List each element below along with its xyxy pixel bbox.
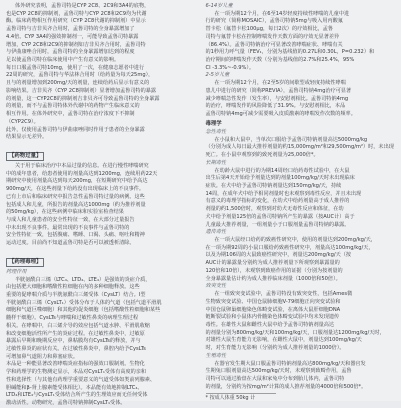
- subheading-children-6-14: 6-14岁儿童: [205, 3, 233, 9]
- text-line: 在一项为期12个月，在2至5岁的间歇型或轻度持续性哮喘: [214, 80, 346, 87]
- text-line: 的治疗，哮喘发作的风险降低了31.9%。与安慰剂相比，本品: [205, 103, 346, 110]
- text-line: （CYP2C9）。: [6, 118, 39, 125]
- text-line: 在一组致突变试验中，孟鲁司特没有致突变性，包括Ames微: [214, 291, 353, 298]
- text-line: 已有上市后和临床研究中报告急性孟鲁司特过量的病例。这些: [6, 193, 145, 200]
- text-line: 本品是一种能显著改善哮喘炎症指标的强效口服制剂。生物化: [6, 361, 145, 368]
- text-line: 细胞和气道巨噬细胞）和其他的促炎细胞（包括嗜酸性粒细胞和某些: [6, 307, 161, 314]
- text-line: 体外研究表明，孟鲁司特是CYP 2C8、2C9和3A4的底物，: [15, 3, 150, 9]
- text-line: 胆碱能和β-肾上腺素能受体相比）。本品能有效地抑制LTC₄、: [6, 384, 143, 391]
- text-line: 与伊曲康唑合用时，孟鲁司特的全身暴露增加达到的程度: [6, 49, 135, 56]
- mutagenicity-text: [206, 291, 396, 353]
- subheading-pharmacological-action: 药理作用: [6, 268, 27, 275]
- mosaic-study-text: [206, 11, 396, 73]
- text-line: 运动过度。目前尚不知道孟鲁司特是否可以被透析清除。: [6, 240, 135, 247]
- text-line: 司特与氟替卡松在控制哮喘发作天数方面的疗效无显著差异: [205, 33, 340, 40]
- acute-toxicity-text: [206, 137, 396, 160]
- text-line: 增加，CYP 2C8和2C9的抑制剂如吉非贝齐合用时，孟鲁司特: [6, 41, 146, 48]
- drug-interaction-text: [6, 3, 196, 142]
- text-line: 在小鼠和大鼠中，当单次口服给予孟鲁司特钠剂量高达5000mg/kg: [214, 136, 368, 143]
- right-column: [205, 3, 396, 402]
- text-line: LTD₄和LTE₄与CysLT₁受体结合所产生的生理效应而无任何受体: [6, 392, 148, 399]
- text-line: 半胱氨酰白三烯（CysLT₁）受体分布于人体的气道（包括气道平滑肌: [6, 299, 162, 306]
- text-line: 相关。在哮喘中，白三烯介导的效应包括气道水肿、平滑肌收缩: [6, 322, 150, 329]
- section-title-overdose: 【药物过量】: [6, 152, 44, 161]
- text-line: 4.4倍。CYP 3A4的强效抑制剂一，可能导致孟鲁司特暴露: [6, 33, 139, 40]
- text-line: 相互作用。在体外研究中，孟鲁司特在治疗浓度下不抑制: [6, 111, 135, 118]
- text-line: （86.4%）。孟鲁司特钠治疗可显著改善哮喘症状、哮喘有关: [205, 41, 343, 48]
- section-title-toxicology: 毒理学: [205, 120, 222, 127]
- text-line: 以及为期106周的大鼠致癌性研究中，剂量达200mg/kg/天（按: [205, 252, 352, 259]
- carcinogenicity-text: [206, 237, 396, 283]
- left-column: [6, 3, 196, 407]
- text-line: 足以使孟鲁司特在临床使用中产生有意义的影响。: [6, 57, 120, 64]
- text-line: 的剂量，这一CYP2C8的抑制剂吉非贝齐可导致孟鲁司特的全身暴露: [6, 95, 160, 102]
- text-line: 安全性特征一致，包括腹痛、嗜睡、口渴、头痛、呕吐和精神: [6, 232, 145, 239]
- text-line: 每日口服孟鲁司特10mg，使用了一次，在健康志愿者中进行: [6, 64, 145, 71]
- text-line: 与成人和儿童患者的安全性特征一致，在大部分过量报告: [6, 216, 135, 223]
- text-line: 过敏性鼻炎的症状有关。在过敏性鼻炎中，鼻腔内给予CysLTs: [6, 346, 146, 353]
- text-line: 由包括肥大细胞和嗜酸性粒细胞在内的多种细胞释放。这些: [6, 284, 140, 291]
- text-line: 此外，仅使用孟鲁司特与伊曲康唑同时作用于患者的全身暴露: [6, 126, 145, 133]
- pharmacology-text: [6, 277, 196, 408]
- text-line: 的50mg/kg），在这些病例中临床和实验室检查结果: [6, 209, 124, 216]
- text-line: 中国仓鼠卵巢细胞染色体畸变试验，在离体大鼠肝细胞DNA: [205, 306, 341, 313]
- text-line: 可增加鼻气道阻力和鼻塞症状。: [6, 353, 78, 360]
- text-line: 的剂量，分别约为按mg/m²计算的成人推荐剂量的4000倍和500倍*。: [205, 383, 367, 390]
- overdose-text: [6, 163, 196, 248]
- text-line: 在一项为期12个月，在6至14岁轻度持续性哮喘的儿童中进: [214, 10, 350, 17]
- text-line: 毒性。在雄性大鼠和雌性大鼠中给予孟鲁司特钠剂量高达: [205, 321, 335, 328]
- previa-study-text: [206, 80, 396, 119]
- text-line: 120倍和10倍），未观察到致癌作用的证据（分别为按剂量的: [205, 267, 343, 274]
- text-line: 司特可以通过胎盘在大鼠和家兔中分布到胎儿体内，孟鲁司特: [205, 375, 345, 382]
- text-line: 性和选择性（与其他有药理学重要意义的气道受体如类前列腺素、: [6, 376, 156, 383]
- text-line: 900mg/天，在这些剂量下给药没有出现临床上的不良事件。: [6, 186, 145, 193]
- text-line: 14周，在成年犬中给予相同剂量时也未观察到毒性反应，并且未出现: [205, 190, 362, 197]
- subheading-mutagenicity: 致突变性: [205, 283, 227, 290]
- text-line: 的剂量分别为800mg/kg/天和100mg/kg/天，口服剂量达1200mg/kg/天时，: [205, 329, 385, 336]
- text-line: 生期兔口服剂量高达500mg/kg/天时，未观察到致畸作用，孟鲁: [205, 368, 352, 375]
- text-line: 结果显示无差异。: [6, 134, 48, 141]
- text-line: AUC计的暴露量分别约为成人推荐剂量下所观察到暴露量的: [205, 260, 340, 267]
- text-line: 链断裂试验和小鼠体内骨髓染色体畸变试验中均未发现遗传: [205, 314, 340, 321]
- text-line: 22周的研究，孟鲁司特与华法林合用时（给药量为每天25mg），: [6, 72, 154, 79]
- text-line: 有意义的毒理学指标的变化，在幼犬中给药剂量高于成人推荐的: [205, 198, 350, 205]
- text-line: 儿童最大推荐剂量，一组剂量小于口服剂量孟鲁司特钠的暴露。: [205, 221, 350, 228]
- text-line: 在幼龄大鼠中进行的为期14周经口给药毒性试验中，在大鼠: [214, 167, 350, 174]
- text-line: 重要的促哮喘介质与半胱氨酰白三烯受体（CysLT）结合。I型: [6, 292, 146, 298]
- text-line: 也是CYP 2C8的抑制剂，孟鲁司特与CYP 2C8和2C9均为代谢: [6, 10, 147, 17]
- text-line: 在器官发生期大鼠口服孟鲁司特钠剂量高达800mg/kg/天和器官发: [214, 360, 366, 367]
- reproductive-toxicity-text: [206, 361, 396, 392]
- text-line: 治疗期间的哮喘发作天数（分别为基线值的2.7%和25.4%，95%: [205, 57, 355, 64]
- text-line: 症状。在犬中给予孟鲁司特钠剂量达到150mg/kg/天，持续: [205, 183, 342, 190]
- text-line: 的剂量，而不与孟鲁司特体外代谢中的药物产生临床意义的: [6, 103, 140, 110]
- subheading-acute-toxicity: 急性毒性: [205, 128, 227, 135]
- text-line: 期研究中使用剂量高达到每天200mg，在短期研究中给予高达: [6, 178, 148, 185]
- text-line: 包括成人和儿童，所报告的剂量高达1000mg（约为推荐剂量: [6, 201, 146, 208]
- text-line: 中未出现不良事件。最常出现的不良事件与孟鲁司特的: [6, 224, 130, 231]
- text-line: 且与的剂量增加到200mg/天的剂量，连续给药后显示有意义的: [6, 80, 150, 87]
- text-line: 行的研究（简称MOSAIC），孟鲁司特钠5mg与吸入用丙酸氟: [205, 18, 343, 25]
- text-line: 时，对生育能力无影响（分别约为成人推荐剂量的1000倍）。: [205, 345, 345, 352]
- text-line: 全身暴露量估计约为成人推荐临床剂量（1000倍和50倍）。: [205, 275, 341, 282]
- text-line: 死亡。在小鼠中观察到的致死剂量为25,000倍*。: [205, 152, 319, 159]
- two-column-layout: [6, 3, 395, 407]
- subheading-reproductive-toxicity: 生殖毒性: [205, 352, 227, 359]
- chronic-toxicity-text: [206, 168, 396, 230]
- subheading-children-2-5: 2-5岁儿童: [205, 72, 230, 79]
- text-line: 影响结果。吉非贝齐（CYP 2C8抑制剂）显著增加孟鲁司特的暴露: [6, 87, 157, 94]
- text-line: 酶。临床药物相互作用研究（CYP 2C8代谢的抑制剂）中显示: [6, 18, 146, 25]
- text-line: 出生后第4天开始给予剂量达到的剂量100mg/kg/天时未出现临床: [205, 175, 355, 182]
- section-title-pharmacology: 【药理毒理】: [6, 258, 44, 267]
- text-line: 髓样干细胞）。CysLTs与哮喘和过敏性鼻炎的病理生理过程: [6, 315, 139, 322]
- text-line: 和改变细胞活性所产生的炎症过程。在过敏性鼻炎中，过敏原: [6, 330, 145, 337]
- text-line: 减少哮喘急性发作（发生率），与安慰剂相比。孟鲁司特钠4mg: [205, 95, 349, 102]
- subheading-genotoxicity: 遗传毒性: [205, 229, 227, 236]
- text-line: （分别为成人每日最大推荐剂量的约15,000mg/m²和29,500mg/m²）时，未出现: [205, 144, 394, 151]
- text-line: 暴露后早期和晚期反应中，鼻粘膜均有CysLTs的释放，并与: [6, 338, 141, 345]
- text-line: CI -3.3%~-0.9%）。: [205, 64, 255, 71]
- text-line: 剂量的约1,500倍时，观察到对幼犬无毒性反应和体征，在幼: [205, 206, 344, 213]
- text-line: 孟鲁司特钠4mg可减少需要吸入皮质激素的哮喘发作次数的频率。: [205, 111, 356, 118]
- text-line: 犬中给予剂量125倍的孟鲁司特钠所产生的暴露（按AUC计）高于: [205, 213, 355, 220]
- text-line: 生物致突变试验、中国仓鼠肺细胞V-79细胞正向突变试验和: [205, 298, 341, 305]
- text-line: 对雄性大鼠生育能力无影响，在雌性大鼠中，剂量达到100mg/kg/天: [205, 337, 362, 344]
- text-line: 关于用于临床治疗中本品过量的信息。在进行慢性哮喘研究: [15, 162, 149, 169]
- text-line: 的1秒用力呼气量（FEV₁，分别为基线值的0.27L和0.30L，P=0.232）和: [205, 49, 375, 56]
- text-line: 学和药理学的生物测定显示，本品对CysLT₁受体有高度的亲和: [6, 369, 147, 376]
- text-line: 患儿中进行的研究（简称PREVIA），孟鲁司特钠4mg治疗可显著: [205, 87, 352, 94]
- subheading-chronic-toxicity: 长期毒性: [205, 159, 227, 166]
- text-line: 中的成年患者，给患者使用的剂量高达到1200mg，连续用药22天: [6, 170, 158, 177]
- text-line: 半胱氨酰白三烯（LTC₄、LTD₄、LTE₄）是强效的炎症介质，: [15, 276, 151, 283]
- text-line: 在一项为期92周的小鼠口服给药致癌性研究中，剂量高达100mg/kg/天，: [205, 244, 374, 251]
- text-line: 孟鲁司特与吉非贝齐合用时，孟鲁司特的全身暴露增加了: [6, 26, 135, 33]
- text-line: 激动活性。动物研究，孟鲁司特钠抑制CysLT₁受体。: [6, 400, 126, 407]
- footnote: * 按成人体重 50kg 计: [206, 393, 276, 402]
- text-line: 在一项大鼠经口给药的致癌性研究中，使用的剂量达到200mg/kg/天，: [214, 237, 376, 244]
- text-line: 替卡松（氟替卡松100μg，每日2次）的疗效相比，孟鲁: [205, 26, 334, 33]
